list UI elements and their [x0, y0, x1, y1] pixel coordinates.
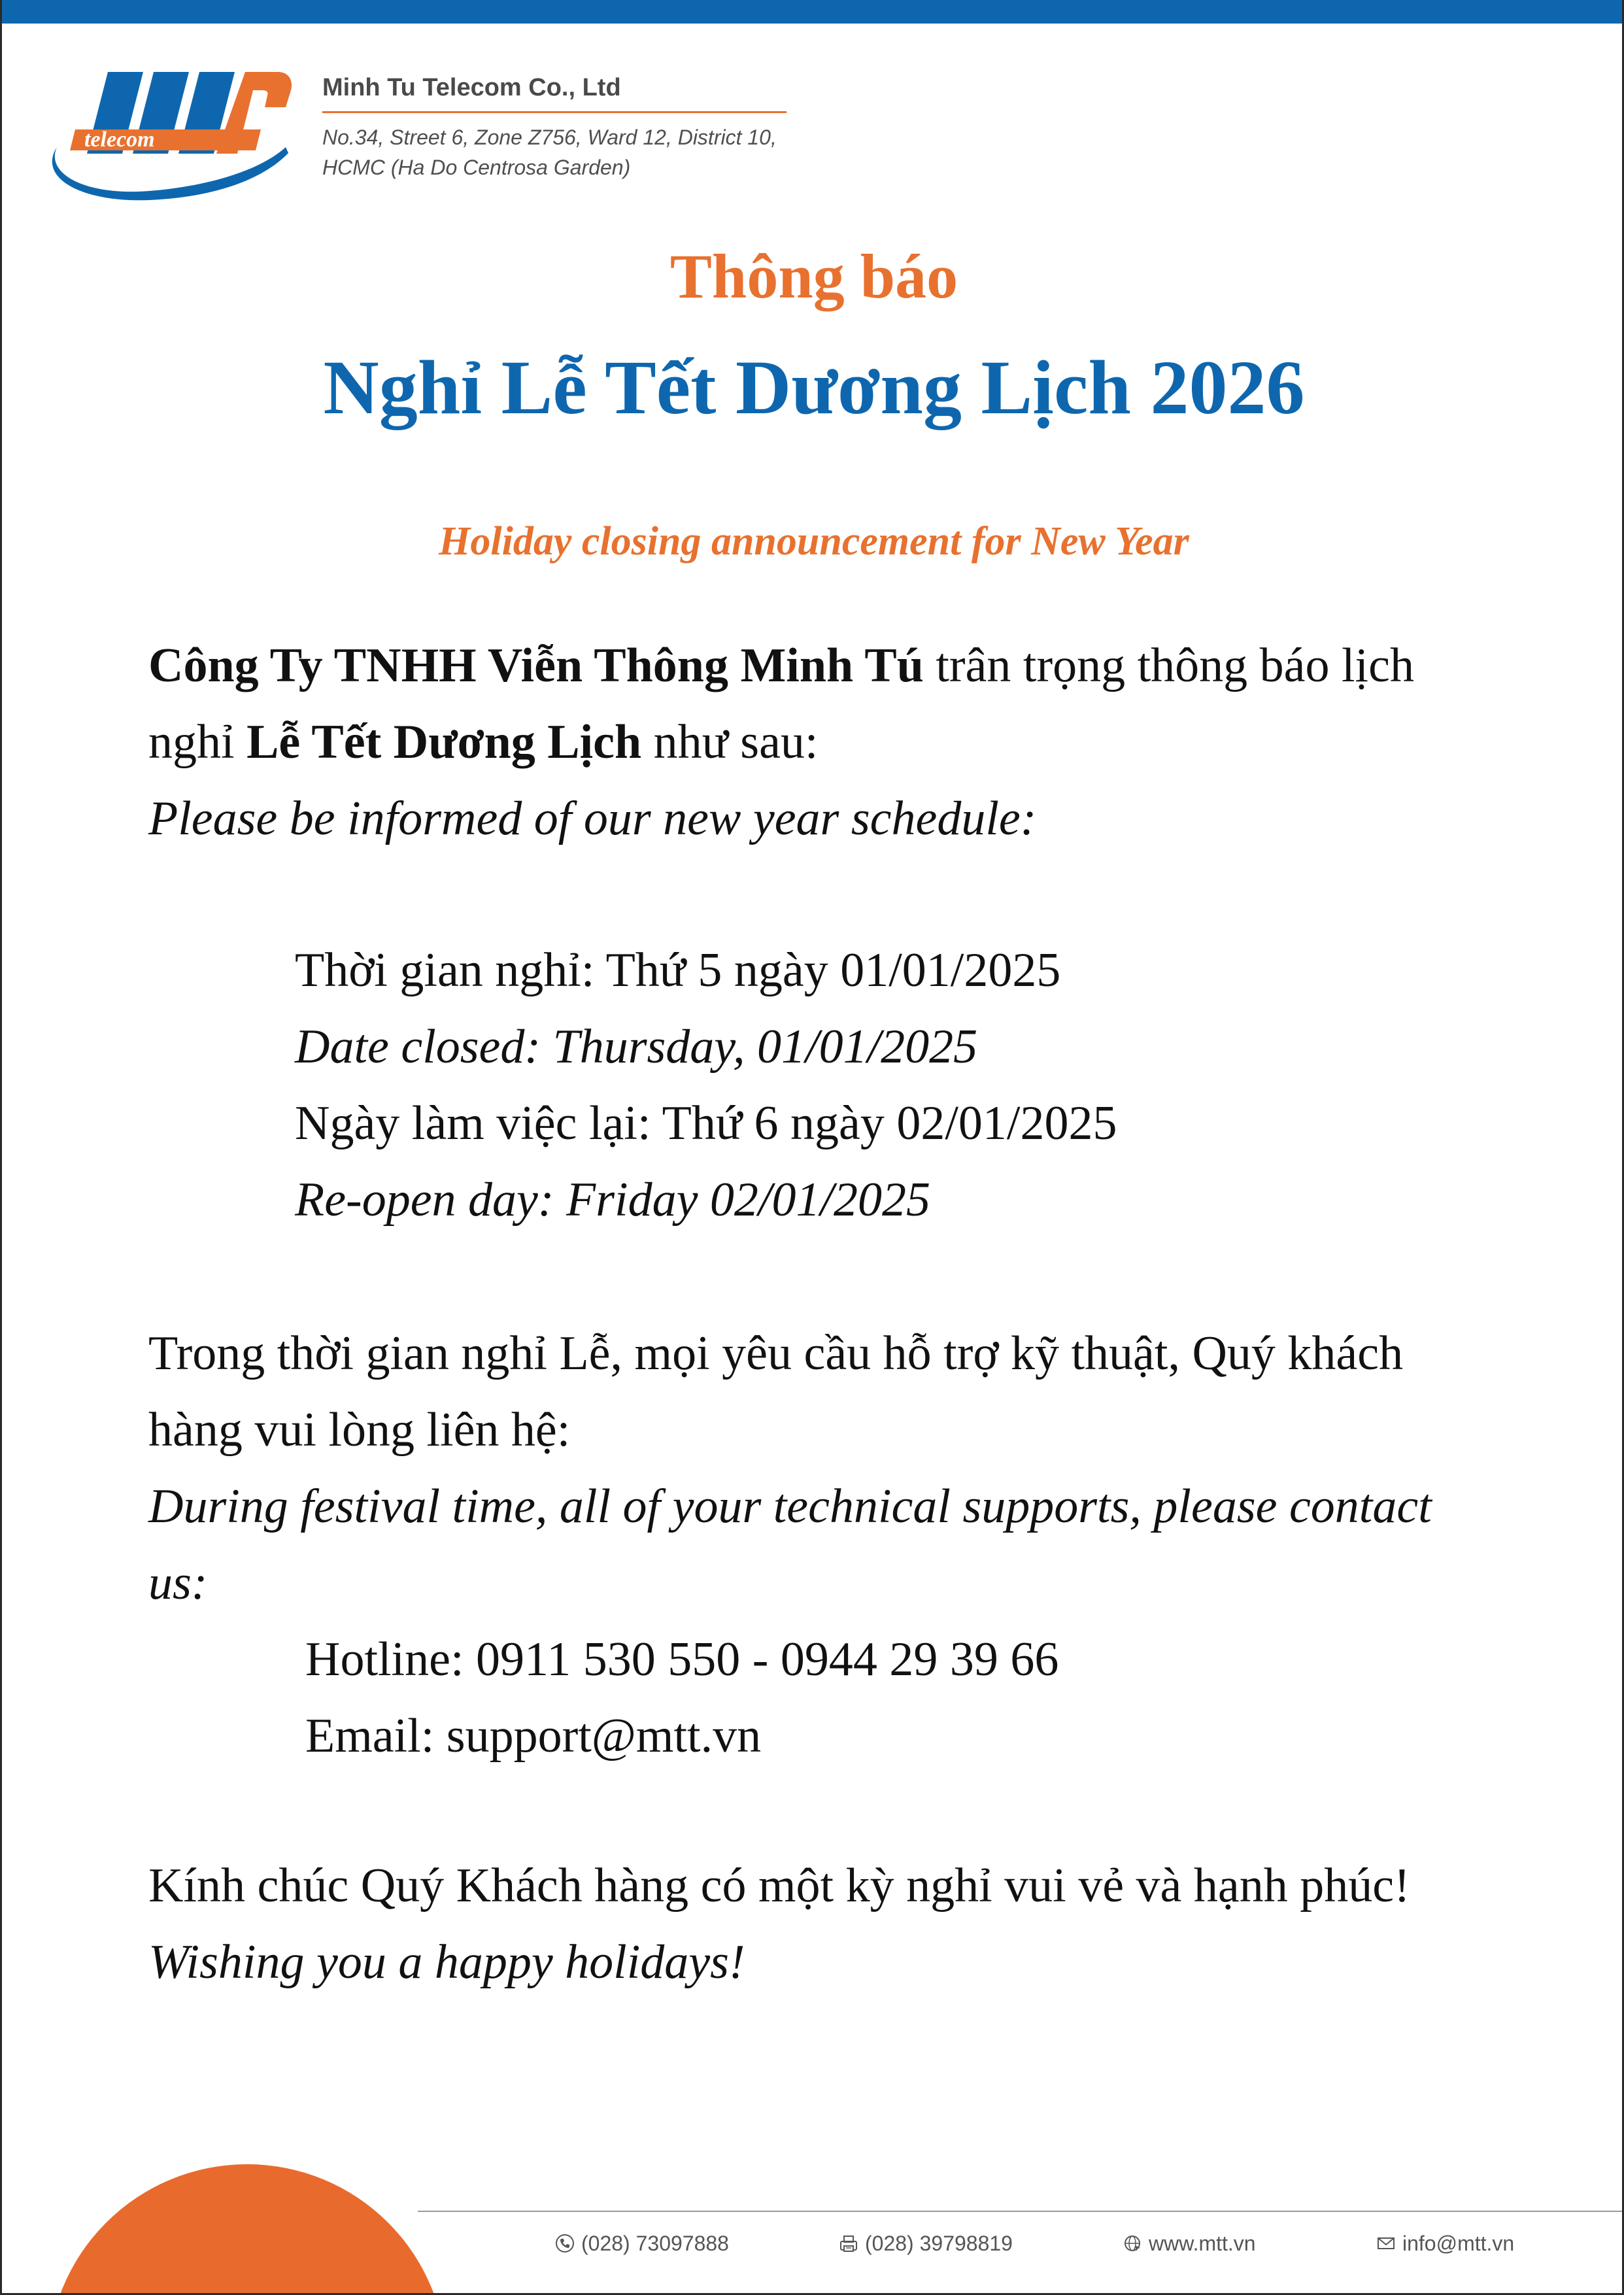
mtt-telecom-logo [45, 65, 300, 203]
main-title: Nghỉ Lễ Tết Dương Lịch 2026 [323, 345, 1305, 430]
fax-icon [839, 2234, 858, 2253]
footer-fax-text: (028) 39798819 [865, 2231, 1013, 2255]
intro-paragraph [148, 628, 1495, 781]
company-address-line1: No.34, Street 6, Zone Z756, Ward 12, District 10, [322, 125, 777, 149]
footer-phone [555, 2227, 729, 2260]
support-section [148, 1316, 1495, 1775]
schedule-section [148, 932, 1495, 1238]
support-email-line: Email: support@mtt.vn [305, 1709, 762, 1763]
reopen-day-en: Re-open day: Friday 02/01/2025 [295, 1173, 931, 1227]
hotline-line: Hotline: 0911 530 550 - 0944 29 39 66 [305, 1633, 1059, 1686]
company-name: Minh Tu Telecom Co., Ltd [322, 73, 787, 113]
footer-phone-text: (028) 73097888 [581, 2231, 729, 2255]
logo-wordmark: telecom [84, 128, 155, 152]
mail-icon [1376, 2234, 1396, 2253]
date-closed-en: Date closed: Thursday, 01/01/2025 [295, 1020, 978, 1074]
intro-section [148, 628, 1495, 857]
closing-wish-en: Wishing you a happy holidays! [148, 1935, 745, 1989]
footer-fax [839, 2227, 1013, 2260]
footer-email-text[interactable]: info@mtt.vn [1402, 2231, 1515, 2255]
phone-icon [555, 2234, 575, 2253]
intro-text-2: như sau: [641, 715, 819, 769]
footer-email[interactable] [1376, 2227, 1514, 2260]
holiday-name-bold: Lễ Tết Dương Lịch [246, 715, 642, 769]
reopen-day-vi: Ngày làm việc lại: Thứ 6 ngày 02/01/2025 [295, 1096, 1117, 1150]
footer-orange-circle [48, 2164, 447, 2295]
footer-divider [418, 2211, 1624, 2212]
top-accent-bar [2, 0, 1624, 24]
support-text-en: During festival time, all of your technical supports, please contact us: [148, 1480, 1432, 1610]
intro-english: Please be informed of our new year schedule: [148, 792, 1037, 845]
closing-wish-vi: Kính chúc Quý Khách hàng có một kỳ nghỉ vui vẻ và hạnh phúc! [148, 1859, 1410, 1912]
support-text-vi: Trong thời gian nghỉ Lễ, mọi yêu cầu hỗ trợ kỹ thuật, Quý khách hàng vui lòng liên hệ: [148, 1327, 1404, 1457]
company-info [322, 73, 787, 182]
footer-website-text[interactable]: www.mtt.vn [1149, 2231, 1256, 2255]
company-address-line2: HCMC (Ha Do Centrosa Garden) [322, 155, 631, 179]
closing-section [148, 1848, 1495, 2001]
company-name-bold: Công Ty TNHH Viễn Thông Minh Tú [148, 639, 924, 692]
intro-text-1: trân trọng thông báo lịch nghỉ [148, 639, 1414, 769]
footer-website[interactable] [1123, 2227, 1256, 2260]
globe-icon [1123, 2234, 1142, 2253]
notice-heading: Thông báo [669, 241, 958, 311]
english-subtitle: Holiday closing announcement for New Year [439, 519, 1189, 564]
date-closed-vi: Thời gian nghỉ: Thứ 5 ngày 01/01/2025 [295, 944, 1061, 997]
